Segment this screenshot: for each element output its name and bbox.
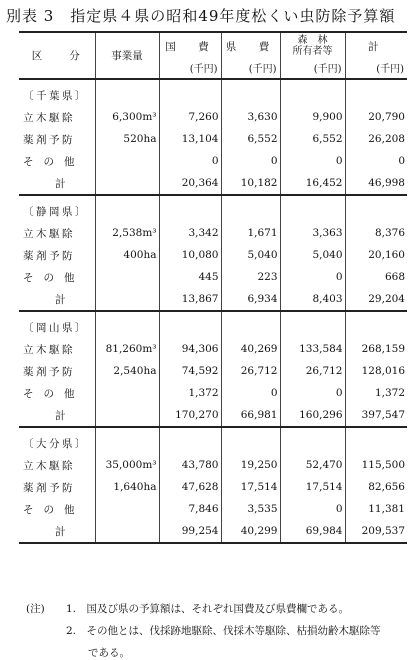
cell-prefectural: 19,250 (221, 454, 280, 476)
subtotal-row (19, 520, 407, 543)
prefecture-header-row (19, 79, 407, 106)
row-label: 薬剤予防 (23, 481, 75, 494)
table-row (19, 498, 407, 520)
cell-volume (95, 520, 159, 543)
cell-forest: 52,470 (280, 454, 345, 476)
empty-cell (345, 427, 407, 454)
row-label: その他 (23, 271, 85, 284)
prefecture-header-row (19, 427, 407, 454)
cell-total: 20,160 (345, 244, 407, 266)
header-row (19, 32, 407, 79)
notes-line-2: 2. その他とは、伐採跡地駆除、伐採木等駆除、枯損幼齢木駆除等 (66, 625, 381, 637)
cell-national: 74,592 (159, 360, 221, 382)
cell-national: 13,104 (159, 128, 221, 150)
cell-prefectural: 66,981 (221, 404, 280, 427)
cell-prefectural: 3,630 (221, 106, 280, 128)
cell-prefectural: 6,552 (221, 128, 280, 150)
cell-total: 11,381 (345, 498, 407, 520)
cell-forest: 133,584 (280, 338, 345, 360)
prefecture-group (19, 195, 407, 311)
subtotal-row (19, 288, 407, 311)
cell-volume: 35,000m³ (95, 454, 159, 476)
empty-cell (159, 195, 221, 222)
row-label: 薬剤予防 (23, 365, 75, 378)
empty-cell (345, 79, 407, 106)
cell-prefectural: 26,712 (221, 360, 280, 382)
prefecture-name: 〔千葉県〕 (23, 89, 88, 102)
row-label: 計 (55, 525, 68, 538)
cell-prefectural: 5,040 (221, 244, 280, 266)
cell-prefectural: 0 (221, 382, 280, 404)
empty-cell (95, 195, 159, 222)
cell-volume: 400ha (95, 244, 159, 266)
empty-cell (280, 311, 345, 338)
table-row (19, 266, 407, 288)
header-total: 計 (千円) (345, 32, 407, 79)
prefecture-header-row (19, 195, 407, 222)
empty-cell (159, 427, 221, 454)
empty-cell (280, 79, 345, 106)
empty-cell (221, 79, 280, 106)
cell-forest: 3,363 (280, 222, 345, 244)
row-label: その他 (23, 503, 85, 516)
row-label: 計 (55, 409, 68, 422)
header-forest-owner: 森 林 所有者等 (千円) (280, 32, 345, 79)
cell-forest: 160,296 (280, 404, 345, 427)
cell-volume (95, 172, 159, 195)
cell-forest: 5,040 (280, 244, 345, 266)
empty-cell (159, 311, 221, 338)
row-label: その他 (23, 155, 85, 168)
subtotal-row (19, 172, 407, 195)
cell-forest: 69,984 (280, 520, 345, 543)
budget-table (19, 31, 407, 544)
cell-total: 0 (345, 150, 407, 172)
cell-national: 445 (159, 266, 221, 288)
row-label: 立木駆除 (23, 111, 75, 124)
cell-national: 3,342 (159, 222, 221, 244)
row-label: 立木駆除 (23, 227, 75, 240)
cell-national: 20,364 (159, 172, 221, 195)
cell-total: 46,998 (345, 172, 407, 195)
prefecture-group (19, 311, 407, 427)
table-row (19, 476, 407, 498)
cell-volume (95, 404, 159, 427)
table-row (19, 128, 407, 150)
empty-cell (221, 195, 280, 222)
cell-forest: 17,514 (280, 476, 345, 498)
cell-total: 29,204 (345, 288, 407, 311)
cell-national: 170,270 (159, 404, 221, 427)
cell-national: 7,260 (159, 106, 221, 128)
cell-forest: 26,712 (280, 360, 345, 382)
notes-line-3: である。 (88, 647, 130, 659)
cell-prefectural: 40,299 (221, 520, 280, 543)
table-row (19, 338, 407, 360)
table-row (19, 150, 407, 172)
cell-national: 94,306 (159, 338, 221, 360)
prefecture-header-row (19, 311, 407, 338)
cell-forest: 8,403 (280, 288, 345, 311)
cell-volume: 6,300m³ (95, 106, 159, 128)
empty-cell (221, 311, 280, 338)
header-national: 国 費 (千円) (159, 32, 221, 79)
row-label: 薬剤予防 (23, 249, 75, 262)
notes-line-1: (注) 1. 国及び県の予算額は、それぞれ国費及び県費欄である。 (26, 603, 350, 615)
cell-prefectural: 1,671 (221, 222, 280, 244)
table-row (19, 222, 407, 244)
empty-cell (95, 79, 159, 106)
subtotal-row (19, 404, 407, 427)
cell-national: 47,628 (159, 476, 221, 498)
cell-total: 668 (345, 266, 407, 288)
cell-prefectural: 3,535 (221, 498, 280, 520)
header-volume: 事業量 (95, 32, 159, 79)
table-row (19, 244, 407, 266)
empty-cell (95, 427, 159, 454)
cell-forest: 16,452 (280, 172, 345, 195)
cell-total: 268,159 (345, 338, 407, 360)
cell-forest: 0 (280, 498, 345, 520)
row-label: 薬剤予防 (23, 133, 75, 146)
cell-total: 128,016 (345, 360, 407, 382)
cell-prefectural: 223 (221, 266, 280, 288)
header-region: 区 分 (19, 32, 95, 79)
cell-national: 1,372 (159, 382, 221, 404)
empty-cell (345, 195, 407, 222)
cell-forest: 0 (280, 382, 345, 404)
cell-volume: 2,540ha (95, 360, 159, 382)
cell-total: 209,537 (345, 520, 407, 543)
row-label: 立木駆除 (23, 343, 75, 356)
prefecture-name: 〔岡山県〕 (23, 321, 88, 334)
row-label: 計 (55, 177, 68, 190)
cell-prefectural: 0 (221, 150, 280, 172)
table-row (19, 454, 407, 476)
cell-national: 0 (159, 150, 221, 172)
cell-national: 7,846 (159, 498, 221, 520)
cell-volume (95, 266, 159, 288)
empty-cell (221, 427, 280, 454)
cell-total: 1,372 (345, 382, 407, 404)
cell-volume (95, 288, 159, 311)
empty-cell (95, 311, 159, 338)
table-row (19, 360, 407, 382)
table-row (19, 382, 407, 404)
cell-volume (95, 498, 159, 520)
cell-volume: 520ha (95, 128, 159, 150)
cell-national: 13,867 (159, 288, 221, 311)
cell-forest: 0 (280, 266, 345, 288)
page-title: 別表 3 指定県４県の昭和49年度松くい虫防除予算額 (6, 7, 396, 25)
cell-total: 26,208 (345, 128, 407, 150)
cell-national: 99,254 (159, 520, 221, 543)
notes-prefix: (注) (26, 603, 45, 615)
cell-forest: 6,552 (280, 128, 345, 150)
table-row (19, 106, 407, 128)
cell-prefectural: 40,269 (221, 338, 280, 360)
cell-volume: 81,260m³ (95, 338, 159, 360)
cell-prefectural: 17,514 (221, 476, 280, 498)
prefecture-group (19, 427, 407, 543)
empty-cell (280, 195, 345, 222)
cell-total: 115,500 (345, 454, 407, 476)
cell-national: 43,780 (159, 454, 221, 476)
empty-cell (345, 311, 407, 338)
prefecture-group (19, 79, 407, 195)
cell-total: 397,547 (345, 404, 407, 427)
row-label: 計 (55, 293, 68, 306)
cell-volume (95, 382, 159, 404)
cell-forest: 9,900 (280, 106, 345, 128)
cell-prefectural: 6,934 (221, 288, 280, 311)
cell-volume (95, 150, 159, 172)
cell-volume: 1,640ha (95, 476, 159, 498)
row-label: その他 (23, 387, 85, 400)
cell-forest: 0 (280, 150, 345, 172)
cell-total: 8,376 (345, 222, 407, 244)
cell-total: 20,790 (345, 106, 407, 128)
header-prefectural: 県 費 (千円) (221, 32, 280, 79)
cell-volume: 2,538m³ (95, 222, 159, 244)
cell-total: 82,656 (345, 476, 407, 498)
prefecture-name: 〔静岡県〕 (23, 205, 88, 218)
row-label: 立木駆除 (23, 459, 75, 472)
prefecture-name: 〔大分県〕 (23, 437, 88, 450)
cell-prefectural: 10,182 (221, 172, 280, 195)
empty-cell (159, 79, 221, 106)
empty-cell (280, 427, 345, 454)
cell-national: 10,080 (159, 244, 221, 266)
